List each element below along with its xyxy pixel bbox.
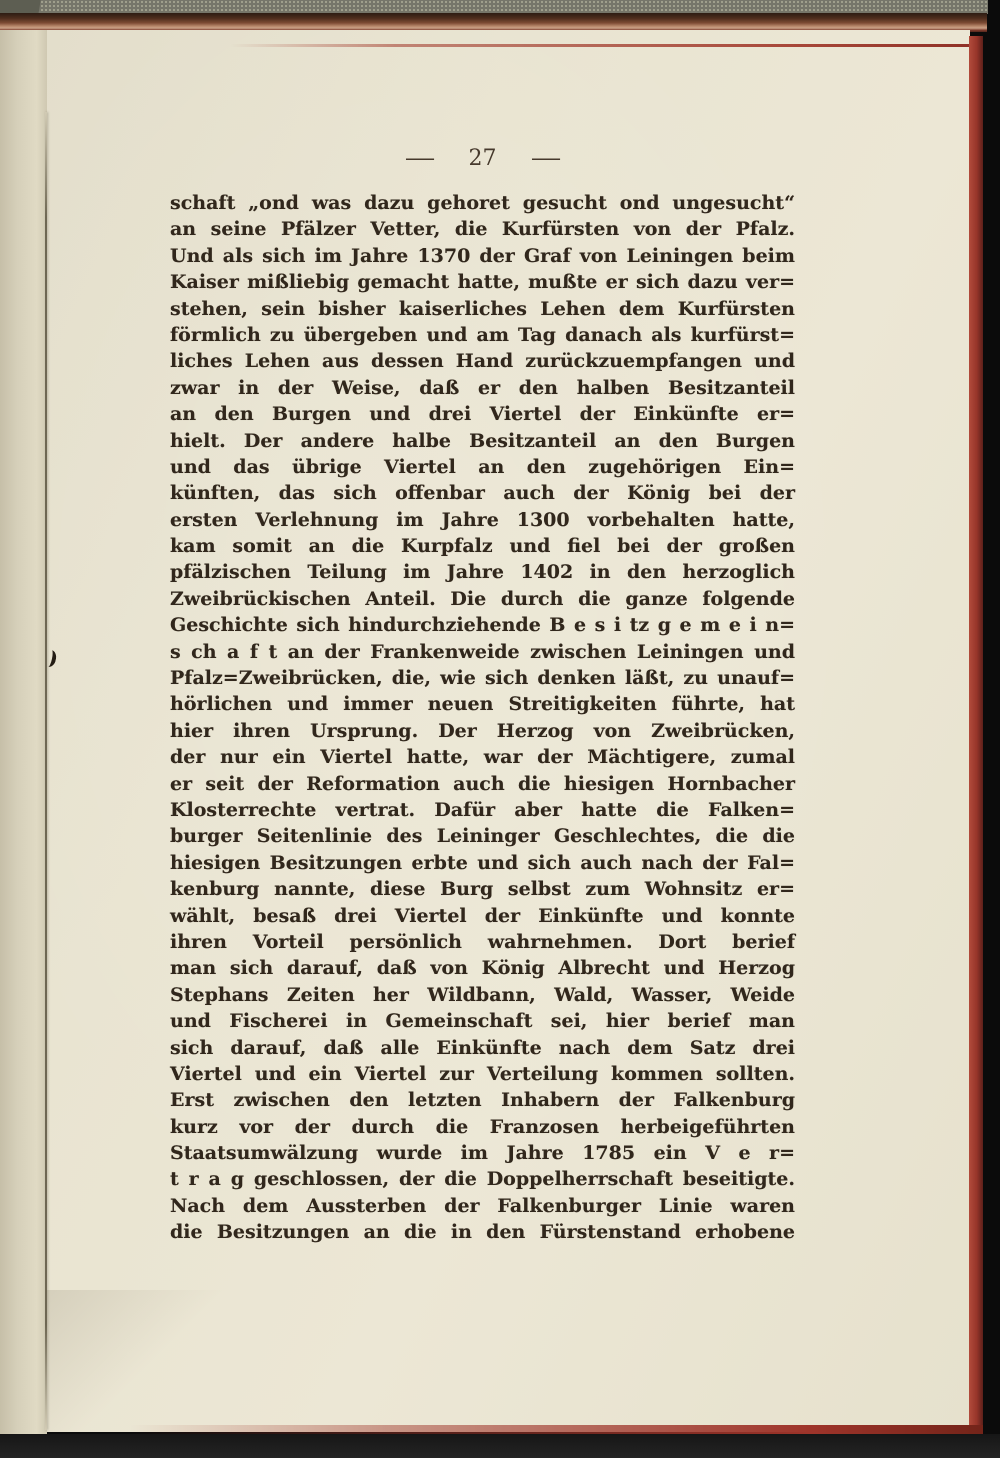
text-line: stehen, sein bisher kaiserliches Lehen dem Kurfürsten: [170, 297, 795, 320]
red-stained-edge-right: [969, 36, 983, 1434]
book-cover-cloth-edge: [0, 0, 988, 14]
text-line: zwar in der Weise, daß er den halben Besitzanteil: [170, 376, 795, 399]
text-line: burger Seitenlinie des Leininger Geschlechtes, die die: [170, 825, 795, 848]
text-line: hörlichen und immer neuen Streitigkeiten führte, hat: [170, 693, 795, 716]
text-line: kenburg nannte, diese Burg selbst zum Wohnsitz er=: [170, 878, 795, 901]
text-line: förmlich zu übergeben und am Tag danach als kurfürst=: [170, 323, 795, 346]
text-line: s ch a f t an der Frankenweide zwischen Leiningen und: [170, 640, 795, 663]
header-rule-left: —: [404, 146, 435, 171]
red-stained-edge-top: [230, 44, 982, 47]
text-line: pfälzischen Teilung im Jahre 1402 in den herzoglich: [170, 561, 795, 584]
text-line: an den Burgen und drei Viertel der Einkünfte er=: [170, 403, 795, 426]
text-line: Erst zwischen den letzten Inhabern der Falkenburg: [170, 1089, 795, 1112]
red-stained-edge-bottom: [130, 1425, 983, 1434]
text-line: Stephans Zeiten her Wildbann, Wald, Wasser, Weide: [170, 983, 795, 1006]
text-line: man sich darauf, daß von König Albrecht und Herzog: [170, 957, 795, 980]
text-line: Zweibrückischen Anteil. Die durch die ganze folgende: [170, 587, 795, 610]
body-text: [170, 190, 795, 1246]
text-line: Staatsumwälzung wurde im Jahre 1785 ein V e r=: [170, 1142, 795, 1165]
text-line: kam somit an die Kurpfalz und fiel bei der großen: [170, 535, 795, 558]
text-line: die Besitzungen an die in den Fürstenstand erhobene: [170, 1221, 795, 1244]
text-line: Klosterrechte vertrat. Dafür aber hatte die Falken=: [170, 798, 795, 821]
text-line: Und als sich im Jahre 1370 der Graf von Leiningen beim: [170, 244, 795, 267]
text-line: hiesigen Besitzungen erbte und sich auch nach der Fal=: [170, 851, 795, 874]
text-line: ihren Vorteil persönlich wahrnehmen. Dort berief: [170, 930, 795, 953]
text-line: hielt. Der andere halbe Besitzanteil an den Burgen: [170, 429, 795, 452]
text-line: Nach dem Aussterben der Falkenburger Linie waren: [170, 1194, 795, 1217]
text-line: Viertel und ein Viertel zur Verteilung kommen sollten.: [170, 1062, 795, 1085]
header-rule-right: —: [530, 146, 561, 171]
text-line: und Fischerei in Gemeinschaft sei, hier berief man: [170, 1010, 795, 1033]
text-line: Pfalz=Zweibrücken, die, wie sich denken läßt, zu unauf=: [170, 667, 795, 690]
text-line: Kaiser mißliebig gemacht hatte, mußte er sich dazu ver=: [170, 271, 795, 294]
gutter-page-edge: [0, 30, 47, 1434]
text-line: künften, das sich offenbar auch der König bei der: [170, 482, 795, 505]
text-line: er seit der Reformation auch die hiesigen Hornbacher: [170, 772, 795, 795]
text-line: liches Lehen aus dessen Hand zurückzuempfangen und: [170, 350, 795, 373]
page-number: 27: [468, 146, 497, 171]
text-line: an seine Pfälzer Vetter, die Kurfürsten von der Pfalz.: [170, 218, 795, 241]
text-line: und das übrige Viertel an den zugehörigen Ein=: [170, 455, 795, 478]
background-surface: [0, 1434, 1000, 1458]
text-line: schaft „ond was dazu gehoret gesucht ond ungesucht“: [170, 192, 795, 214]
text-line: der nur ein Viertel hatte, war der Mächtigere, zumal: [170, 746, 795, 769]
text-line: kurz vor der durch die Franzosen herbeigeführten: [170, 1115, 795, 1138]
page-header: [170, 146, 795, 171]
text-line: wählt, besaß drei Viertel der Einkünfte und konnte: [170, 904, 795, 927]
text-line: sich darauf, daß alle Einkünfte nach dem Satz drei: [170, 1036, 795, 1059]
book-page: [47, 30, 970, 1432]
text-line: hier ihren Ursprung. Der Herzog von Zweibrücken,: [170, 719, 795, 742]
text-line: Geschichte sich hindurchziehende B e s i tz g e m e i n=: [170, 614, 795, 637]
page-fold-shade: [47, 1290, 227, 1432]
text-line: ersten Verlehnung im Jahre 1300 vorbehalten hatte,: [170, 508, 795, 531]
text-line: t r a g geschlossen, der die Doppelherrschaft beseitigte.: [170, 1168, 795, 1191]
gutter-crease: [45, 112, 47, 1430]
